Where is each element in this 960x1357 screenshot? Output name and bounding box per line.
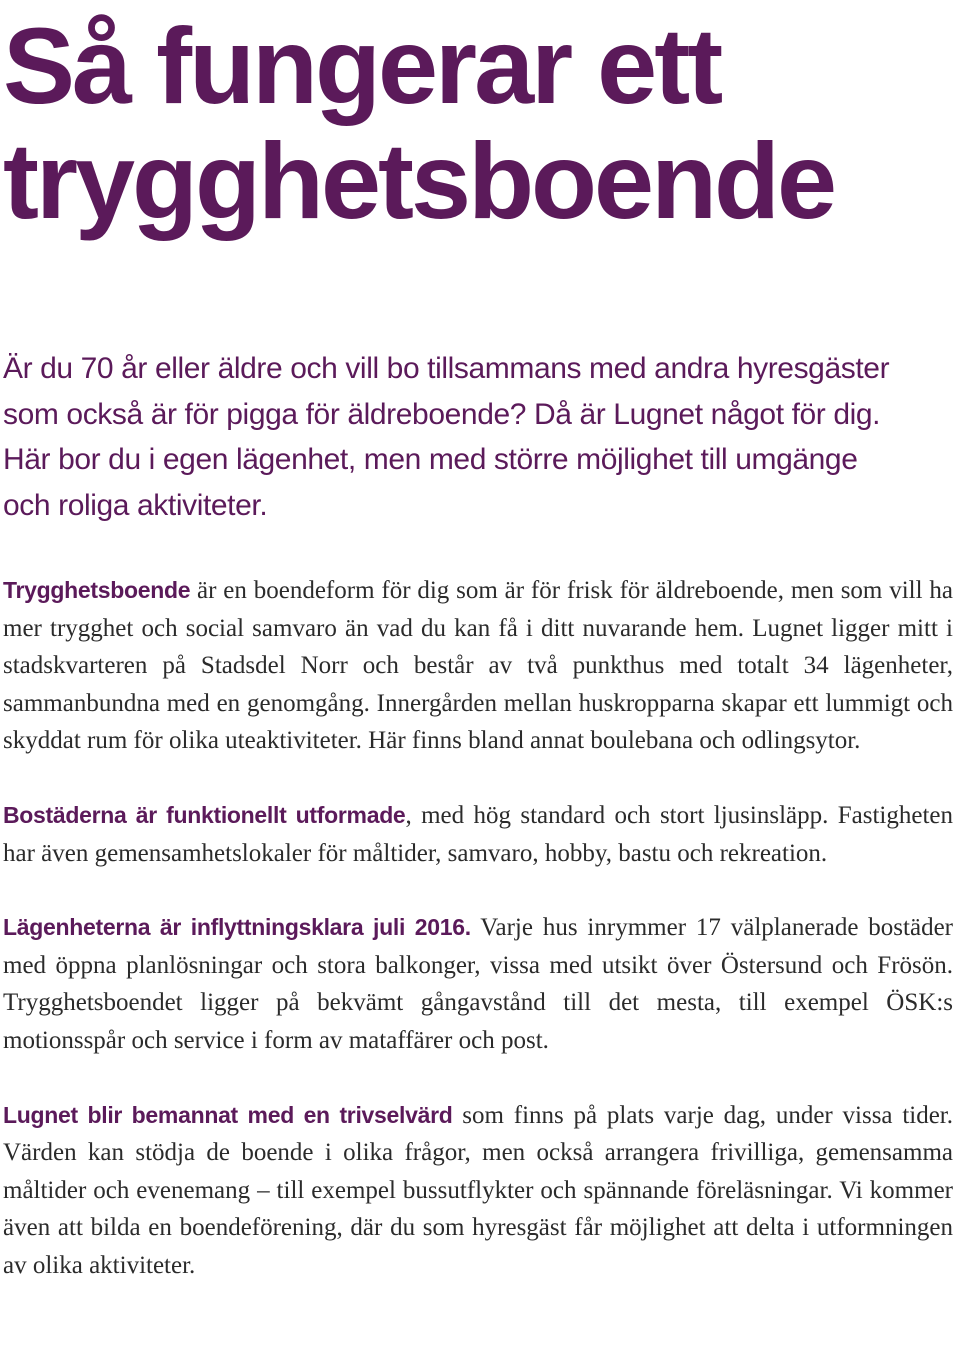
page-title-line-2: trygghetsboende [3, 120, 835, 241]
paragraph-lead: Lugnet blir bemannat med en trivselvärd [3, 1101, 453, 1128]
intro-line-1: Är du 70 år eller äldre och vill bo tillsammans med andra hyresgäster [3, 352, 890, 385]
paragraph-text: som finns på plats varje dag, under vissa tider. Värden kan stödja de boende i olika frågor, men också arrangera frivilliga, gemensamma måltider och evenemang – till exempel bussutflykter och spännande föreläsningar. Vi kommer även att bilda en boendeförening, där du som hyresgäst får möjlighet att delta i utformningen av olika aktiviteter. [3, 1101, 954, 1279]
intro-line-4: och roliga aktiviteter. [3, 488, 268, 522]
intro-line-3: Här bor du i egen lägenhet, men med större möjlighet till umgänge [3, 443, 858, 476]
paragraph-lead: Trygghetsboende [3, 577, 191, 603]
page-title [3, 5, 953, 241]
paragraph-bostaderna [3, 797, 953, 872]
paragraph-lagenheterna [3, 909, 953, 1059]
intro-text [3, 346, 955, 528]
body-text [3, 572, 953, 1322]
intro-line-2: som också är för pigga för äldreboende? Då är Lugnet något för dig. [3, 397, 881, 431]
paragraph-text: , med hög standard och stort ljusinsläpp. Fastigheten har även gemensamhetslokaler för måltider, samvaro, hobby, bastu och rekreation. [3, 801, 954, 867]
paragraph-lead: Lägenheterna är inflyttningsklara juli 2016. [3, 914, 471, 941]
page-title-line-1: Så fungerar ett [3, 5, 721, 126]
paragraph-trygghetsboende [3, 572, 953, 760]
paragraph-lead: Bostäderna är funktionellt utformade [3, 801, 406, 828]
paragraph-text: är en boendeform för dig som är för frisk för äldreboende, men som vill ha mer trygghet och social samvaro än vad du kan få i ditt nuvarande hem. Lugnet ligger mitt i stadskvarteren på Stadsdel Norr och består av två punkthus med totalt 34 lägenheter, sammanbundna med en genomgång. Innergården mellan huskropparna skapar ett lummigt och skyddat rum för olika uteaktiviteter. Här finns bland annat boulebana och odlingsytor. [3, 577, 953, 755]
paragraph-trivselvard [3, 1097, 953, 1285]
paragraph-text: Varje hus inrymmer 17 välplanerade bostäder med öppna planlösningar och stora balkonger, vissa med utsikt över Östersund och Frösön. Trygghetsboendet ligger på bekvämt gångavstånd till det mesta, till exempel ÖSK:s motionsspår och service i form av mataffärer och post. [3, 914, 954, 1054]
